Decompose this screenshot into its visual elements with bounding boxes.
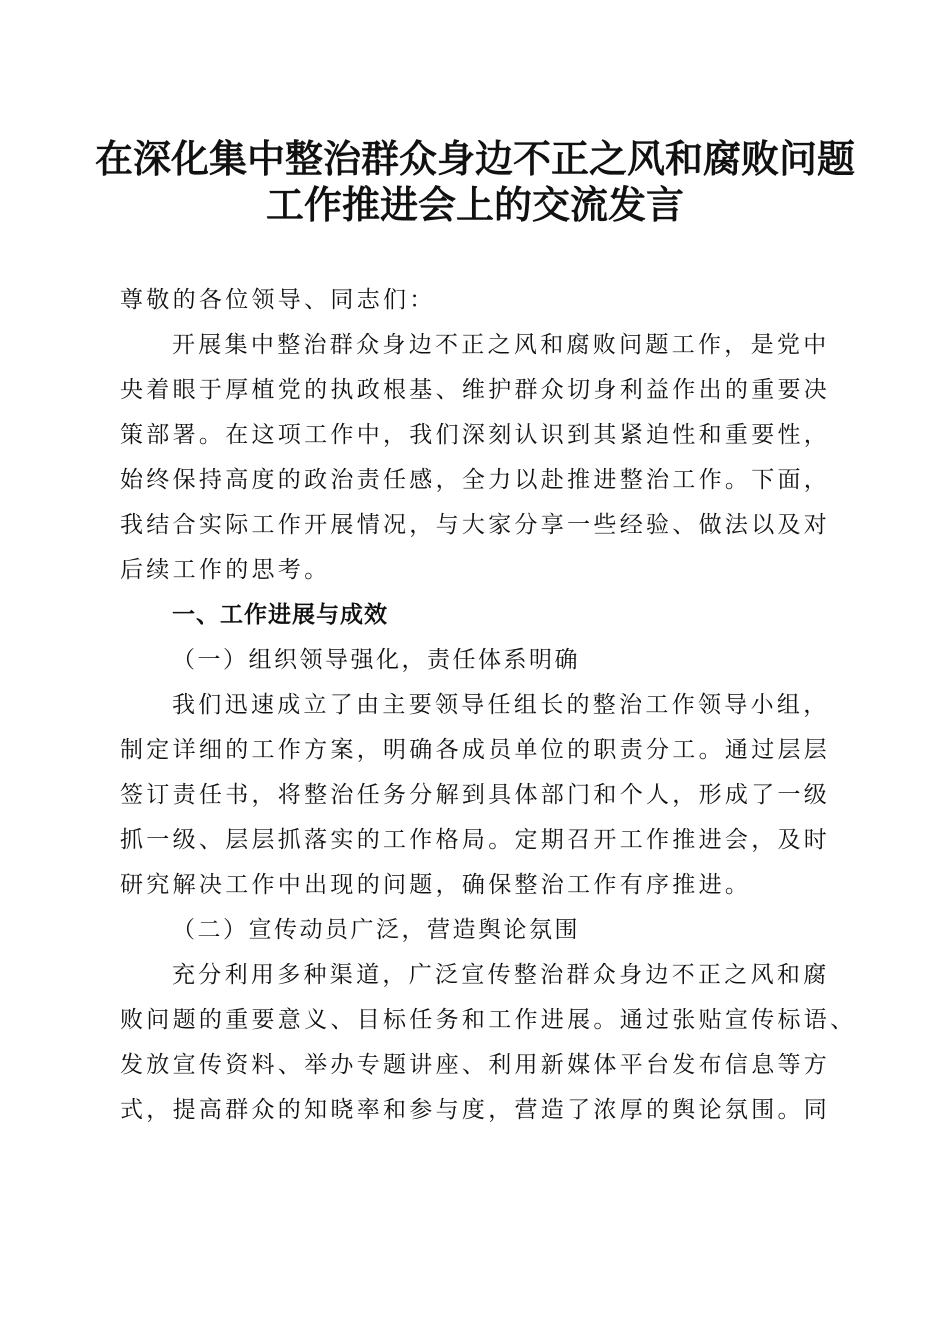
section-heading-1: 一、工作进展与成效 xyxy=(172,602,388,628)
paragraph-line: 后续工作的思考。 xyxy=(120,557,331,583)
salutation: 尊敬的各位领导、同志们： xyxy=(120,287,436,313)
paragraph-line: 败问题的重要意义、目标任务和工作进展。通过张贴宣传标语、 xyxy=(120,1007,857,1033)
subsection-heading-2: （二）宣传动员广泛，营造舆论氛围 xyxy=(172,917,580,943)
subsection-heading-1: （一）组织领导强化，责任体系明确 xyxy=(172,647,580,673)
paragraph-line: 开展集中整治群众身边不正之风和腐败问题工作，是党中 xyxy=(172,332,830,358)
paragraph-line: 我结合实际工作开展情况，与大家分享一些经验、做法以及对 xyxy=(120,512,831,538)
paragraph-1 xyxy=(120,323,836,593)
paragraph-line: 研究解决工作中出现的问题，确保整治工作有序推进。 xyxy=(120,872,752,898)
document-body xyxy=(120,278,857,1133)
paragraph-line: 始终保持高度的政治责任感，全力以赴推进整治工作。下面， xyxy=(120,467,831,493)
paragraph-line: 抓一级、层层抓落实的工作格局。定期召开工作推进会，及时 xyxy=(120,827,831,853)
paragraph-line: 我们迅速成立了由主要领导任组长的整治工作领导小组， xyxy=(172,692,830,718)
paragraph-2 xyxy=(120,683,836,908)
paragraph-line: 制定详细的工作方案，明确各成员单位的职责分工。通过层层 xyxy=(120,737,831,763)
paragraph-line: 签订责任书，将整治任务分解到具体部门和个人，形成了一级 xyxy=(120,782,831,808)
paragraph-line: 发放宣传资料、举办专题讲座、利用新媒体平台发布信息等方 xyxy=(120,1052,831,1078)
paragraph-line: 充分利用多种渠道，广泛宣传整治群众身边不正之风和腐 xyxy=(172,962,830,988)
paragraph-3 xyxy=(120,953,857,1133)
title-line-1: 在深化集中整治群众身边不正之风和腐败问题 xyxy=(94,136,855,181)
paragraph-line: 央着眼于厚植党的执政根基、维护群众切身利益作出的重要决 xyxy=(120,377,831,403)
paragraph-line: 策部署。在这项工作中，我们深刻认识到其紧迫性和重要性， xyxy=(120,422,831,448)
document-title xyxy=(0,136,950,228)
title-line-2: 工作推进会上的交流发言 xyxy=(265,182,684,227)
paragraph-line: 式，提高群众的知晓率和参与度，营造了浓厚的舆论氛围。同 xyxy=(120,1097,831,1123)
